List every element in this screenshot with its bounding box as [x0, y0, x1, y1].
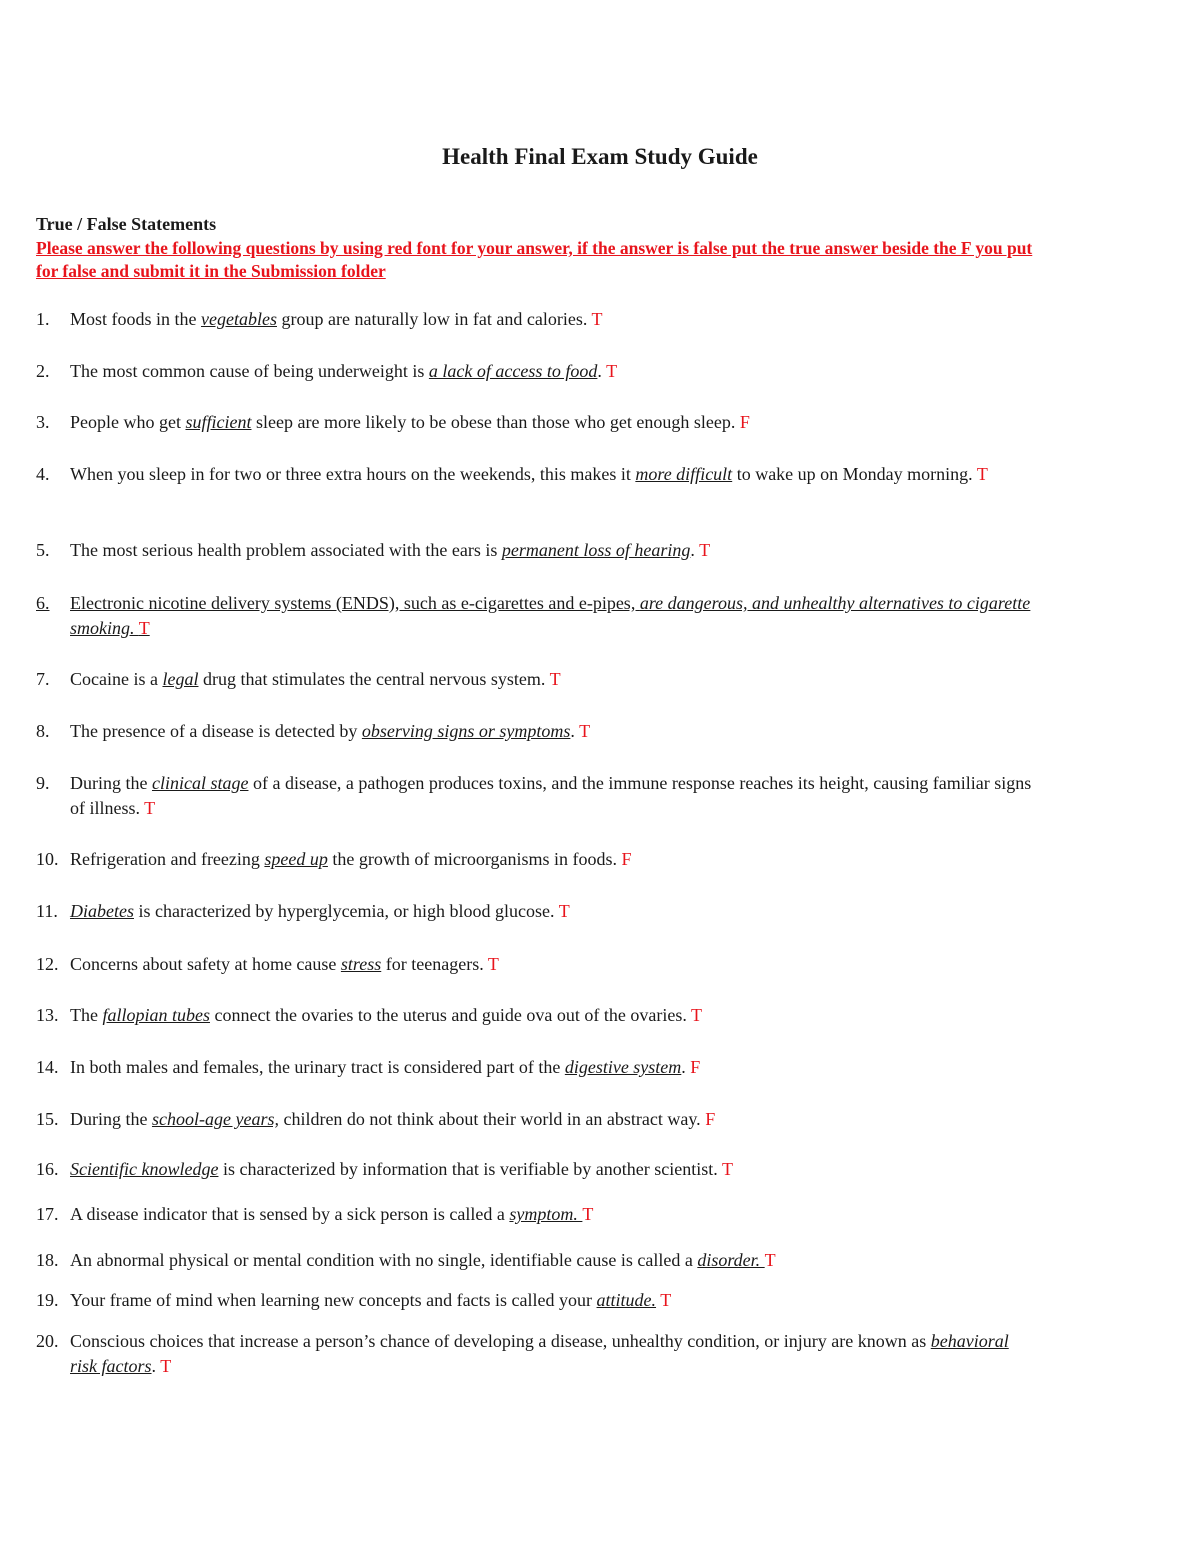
key-term: speed up: [264, 849, 328, 869]
question-text: An abnormal physical or mental condition with no single, identifiable cause is called a disorder. T: [70, 1250, 776, 1270]
key-term: behavioral risk factors: [70, 1331, 1009, 1376]
question-text: Refrigeration and freezing speed up the growth of microorganisms in foods. F: [70, 849, 632, 869]
answer-mark: T: [558, 901, 570, 921]
answer-mark: T: [144, 798, 156, 818]
key-term: school-age years,: [151, 1109, 279, 1129]
question-text: Concerns about safety at home cause stress for teenagers. T: [70, 954, 499, 974]
key-term: legal: [162, 669, 199, 689]
answer-mark: T: [582, 1204, 594, 1224]
question-number: 10.: [36, 849, 59, 869]
key-term: clinical stage: [151, 773, 249, 793]
question-number: 4.: [36, 464, 50, 484]
answer-mark: T: [976, 464, 988, 484]
answer-mark: T: [764, 1250, 776, 1270]
key-term: fallopian tubes: [102, 1005, 210, 1025]
answer-mark: T: [138, 618, 150, 638]
question-text: The fallopian tubes connect the ovaries to the uterus and guide ova out of the ovaries. T: [70, 1005, 703, 1025]
key-term: sufficient: [185, 412, 252, 432]
question-text: Your frame of mind when learning new concepts and facts is called your attitude. T: [70, 1290, 672, 1310]
answer-mark: T: [691, 1005, 703, 1025]
key-term: more difficult: [635, 464, 733, 484]
answer-mark: T: [487, 954, 499, 974]
question-text: Electronic nicotine delivery systems (ENDS), such as e-cigarettes and e-pipes, are dangerous, and unhealthy alternatives to cigarette smoking. T: [70, 593, 1031, 638]
answer-mark: T: [699, 540, 711, 560]
question-text: In both males and females, the urinary tract is considered part of the digestive system. F: [70, 1057, 701, 1077]
question-text: People who get sufficient sleep are more likely to be obese than those who get enough sleep. F: [70, 412, 750, 432]
question-number: 7.: [36, 669, 50, 689]
question-text: When you sleep in for two or three extra hours on the weekends, this makes it more difficult to wake up on Monday morning. T: [70, 464, 988, 484]
key-term: stress: [340, 954, 382, 974]
answer-mark: T: [606, 361, 618, 381]
answer-mark: T: [591, 309, 603, 329]
question-number: 14.: [36, 1057, 59, 1077]
question-text: A disease indicator that is sensed by a sick person is called a symptom. T: [70, 1204, 594, 1224]
question-number: 12.: [36, 954, 59, 974]
section-heading: True / False Statements: [36, 214, 217, 234]
answer-mark: F: [621, 849, 632, 869]
answer-mark: T: [160, 1356, 172, 1376]
key-term: are dangerous, and unhealthy alternatives to cigarette smoking.: [70, 593, 1031, 638]
key-term: Diabetes: [70, 901, 134, 921]
question-text: Conscious choices that increase a person’s chance of developing a disease, unhealthy condition, or injury are known as behavioral risk factors. T: [70, 1331, 1009, 1376]
question-number: 2.: [36, 361, 50, 381]
question-text: The presence of a disease is detected by observing signs or symptoms. T: [70, 721, 591, 741]
key-term: Scientific knowledge: [70, 1159, 219, 1179]
key-term: vegetables: [201, 309, 277, 329]
key-term: permanent loss of hearing: [501, 540, 691, 560]
question-number: 9.: [36, 773, 50, 793]
question-text: The most serious health problem associated with the ears is permanent loss of hearing. T: [70, 540, 711, 560]
key-term: symptom.: [509, 1204, 583, 1224]
question-number: 8.: [36, 721, 50, 741]
question-number: 1.: [36, 309, 50, 329]
answer-mark: T: [579, 721, 591, 741]
question-number: 18.: [36, 1250, 59, 1270]
question-text: During the school-age years, children do not think about their world in an abstract way. F: [70, 1109, 716, 1129]
question-number: 15.: [36, 1109, 59, 1129]
question-number: 17.: [36, 1204, 59, 1224]
question-number: 6.: [36, 593, 50, 613]
answer-mark: T: [721, 1159, 733, 1179]
question-text: During the clinical stage of a disease, a pathogen produces toxins, and the immune response reaches its height, causing familiar signs of illness. T: [70, 773, 1032, 818]
answer-mark: T: [549, 669, 561, 689]
question-number: 16.: [36, 1159, 59, 1179]
question-text: Cocaine is a legal drug that stimulates the central nervous system. T: [70, 669, 561, 689]
question-number: 3.: [36, 412, 50, 432]
key-term: disorder.: [697, 1250, 765, 1270]
key-term: a lack of access to food: [428, 361, 598, 381]
question-text: The most common cause of being underweight is a lack of access to food. T: [70, 361, 618, 381]
answer-mark: F: [690, 1057, 701, 1077]
question-number: 20.: [36, 1331, 59, 1351]
question-text: Diabetes is characterized by hyperglycemia, or high blood glucose. T: [70, 901, 570, 921]
key-term: observing signs or symptoms: [361, 721, 571, 741]
answer-mark: F: [739, 412, 750, 432]
question-text: Most foods in the vegetables group are naturally low in fat and calories. T: [70, 309, 603, 329]
answer-mark: T: [660, 1290, 672, 1310]
instructions: Please answer the following questions by using red font for your answer, if the answer is false put the true answer beside the F you put for false and submit it in the Submission folder: [36, 238, 1033, 281]
key-term: digestive system: [564, 1057, 682, 1077]
question-number: 5.: [36, 540, 50, 560]
question-number: 11.: [36, 901, 58, 921]
question-number: 19.: [36, 1290, 59, 1310]
question-text: Scientific knowledge is characterized by information that is verifiable by another scientist. T: [70, 1159, 733, 1179]
key-term: attitude.: [596, 1290, 657, 1310]
question-number: 13.: [36, 1005, 59, 1025]
answer-mark: F: [705, 1109, 716, 1129]
page-title: Health Final Exam Study Guide: [442, 144, 758, 169]
